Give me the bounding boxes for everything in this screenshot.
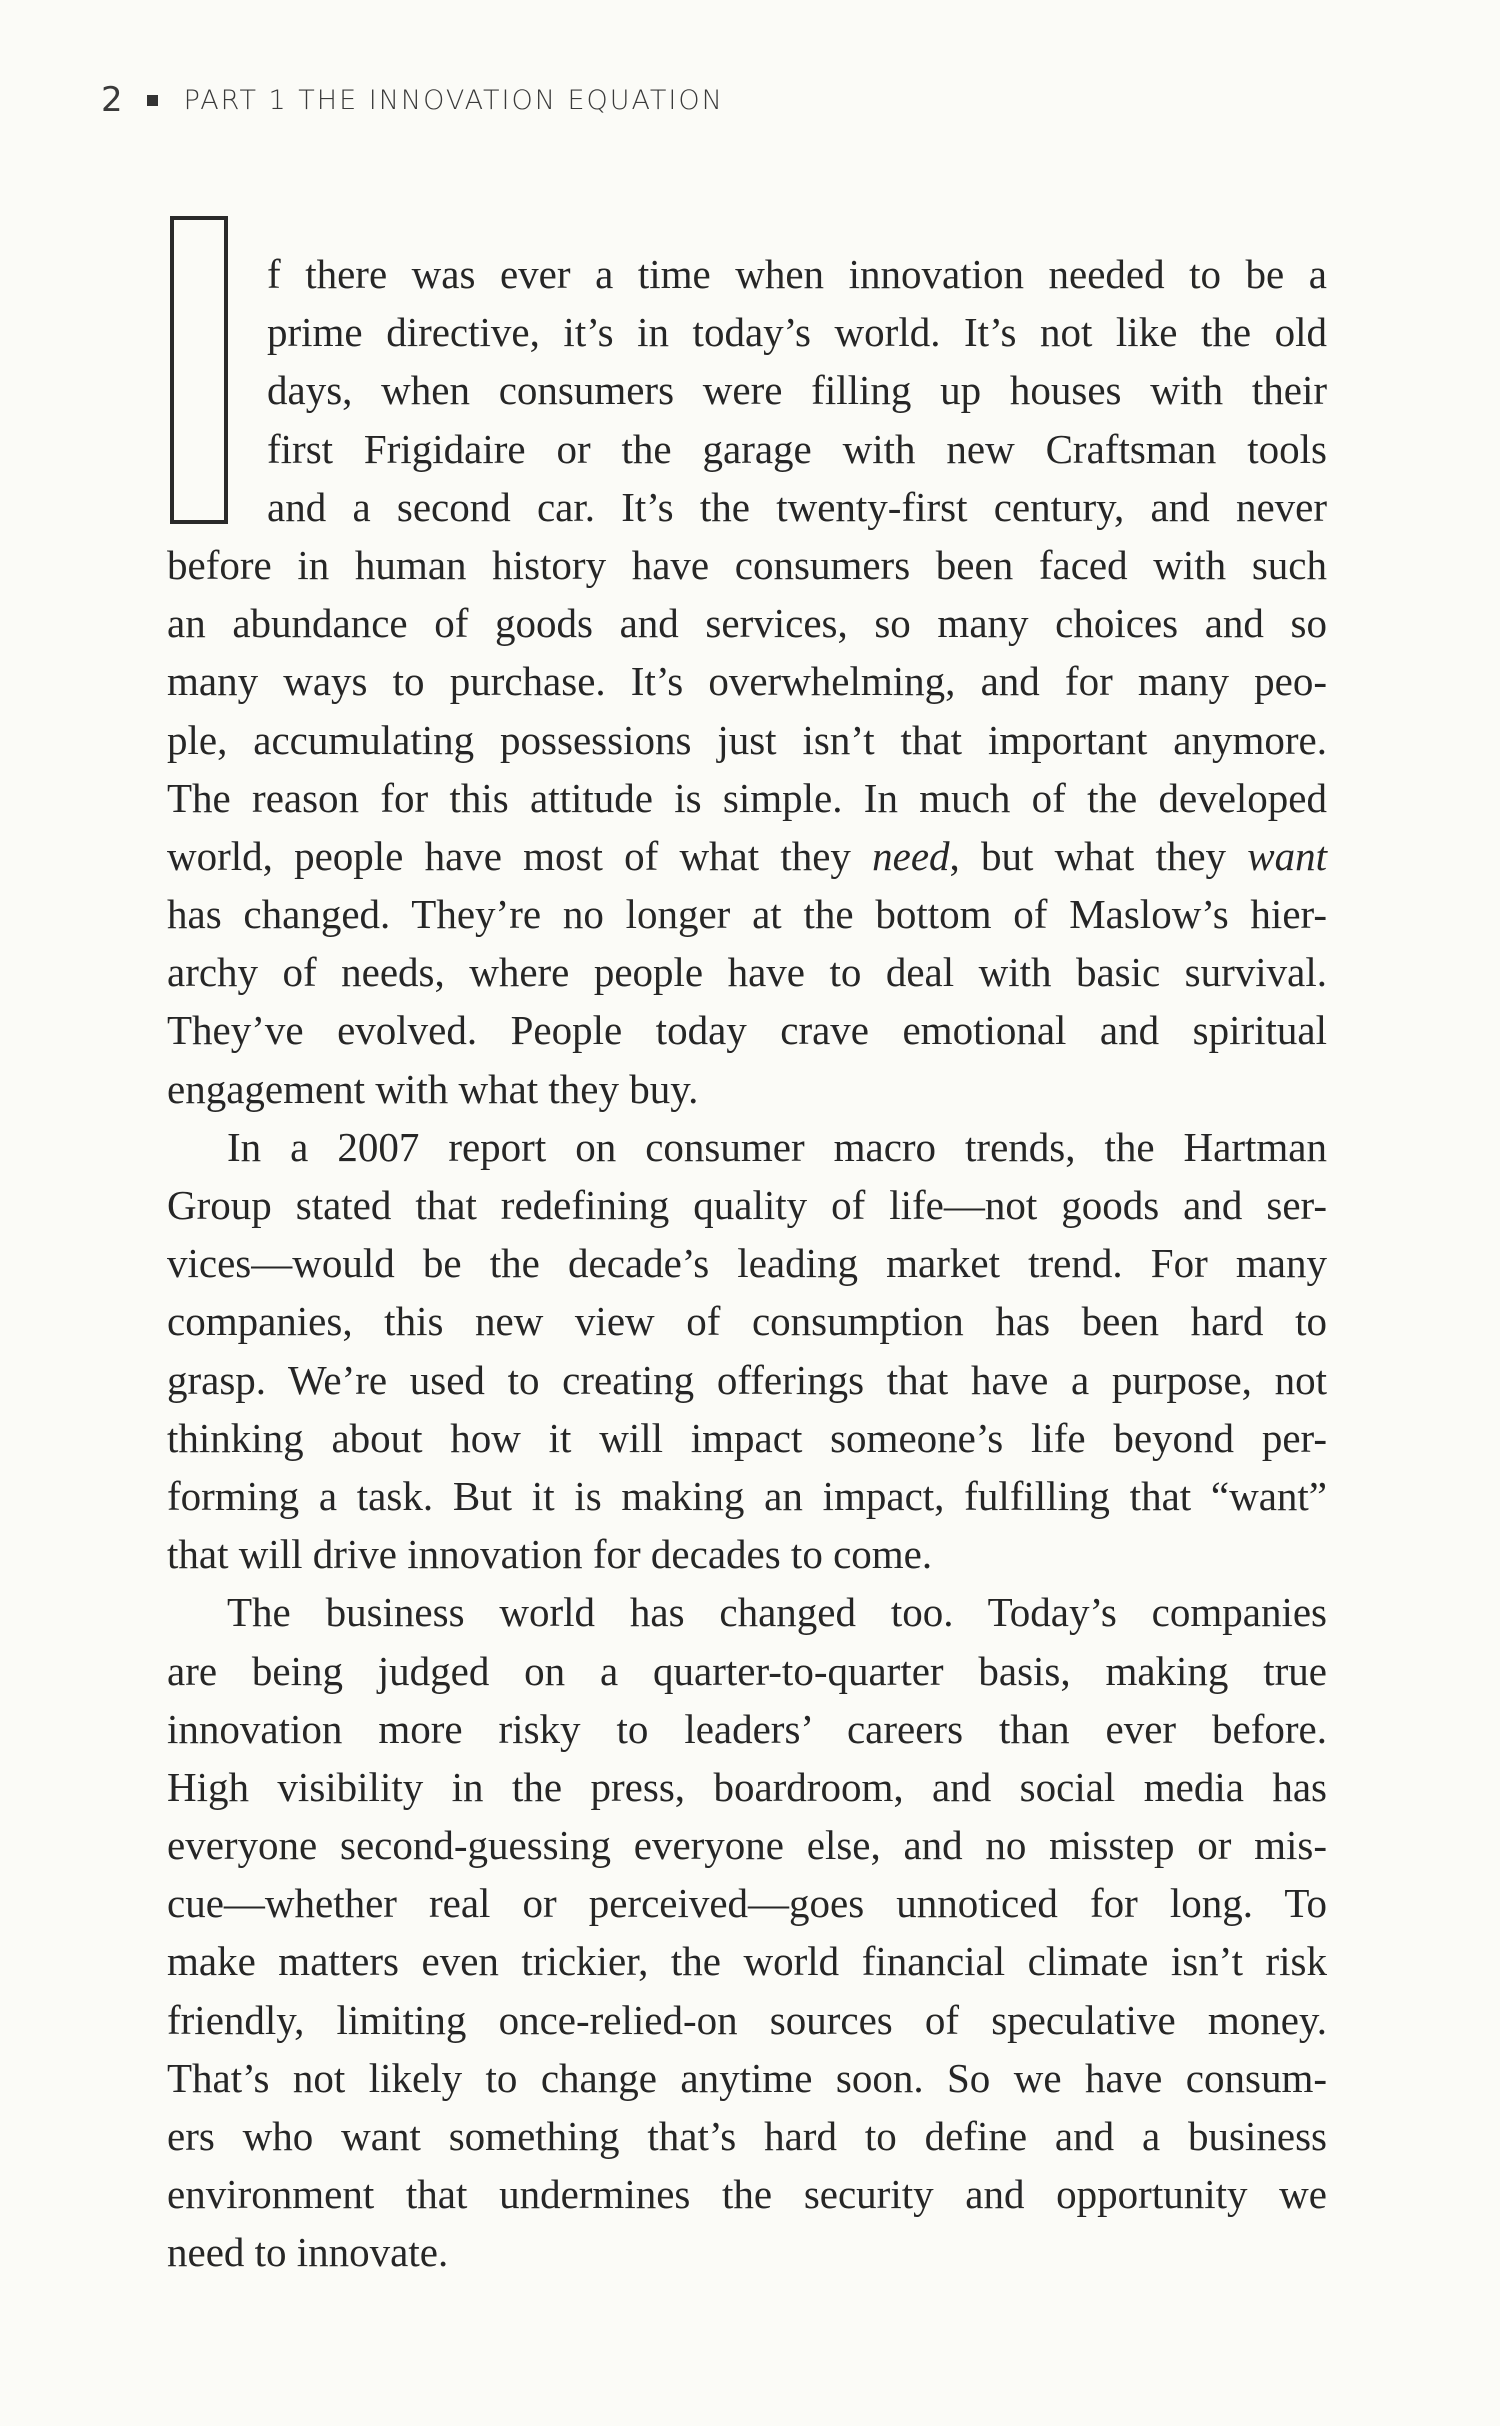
text-segment: need to innovate. <box>167 2229 449 2276</box>
text-line <box>167 1234 1327 1292</box>
text-segment: , but what they <box>949 832 1248 879</box>
text-line <box>167 2107 1327 2165</box>
text-line <box>167 885 1327 943</box>
square-bullet-icon <box>147 95 158 106</box>
text-segment: companies, this new view of consumption has been hard to <box>167 1298 1327 1345</box>
text-line <box>167 1060 1327 1118</box>
page-number: 2 <box>101 80 123 120</box>
text-segment: f there was ever a time when innovation needed to be a <box>267 251 1327 297</box>
text-line <box>167 1991 1327 2049</box>
text-segment: ple, accumulating possessions just isn’t that important anymore. <box>167 716 1327 763</box>
text-line <box>167 1700 1327 1758</box>
text-line <box>167 1351 1327 1409</box>
text-segment: cue—whether real or perceived—goes unnoticed for long. To <box>167 1880 1327 1927</box>
text-segment: and a second car. It’s the twenty-first century, and never <box>267 483 1327 530</box>
text-segment: In a 2007 report on consumer macro trends, the Hartman <box>227 1123 1327 1170</box>
text-line <box>167 1292 1327 1350</box>
text-segment: environment that undermines the security and opportunity we <box>167 2171 1327 2218</box>
text-segment: forming a task. But it is making an impact, fulfilling that “want” <box>167 1472 1327 1519</box>
text-segment: grasp. We’re used to creating offerings that have a purpose, not <box>167 1356 1327 1403</box>
running-header <box>101 80 724 120</box>
text-segment: days, when consumers were filling up houses with their <box>267 367 1327 414</box>
text-segment: before in human history have consumers been faced with such <box>167 541 1327 588</box>
text-segment: world, people have most of what they <box>167 832 873 879</box>
text-line <box>267 420 1327 478</box>
text-segment: That’s not likely to change anytime soon. So we have consum- <box>167 2054 1327 2101</box>
text-segment: ers who want something that’s hard to define and a business <box>167 2113 1327 2159</box>
body-text <box>167 245 1327 2282</box>
text-segment: innovation more risky to leaders’ careers than ever before. <box>167 1705 1327 1752</box>
text-line <box>167 1816 1327 1874</box>
text-segment: High visibility in the press, boardroom, and social media has <box>167 1763 1327 1810</box>
text-line <box>167 1409 1327 1467</box>
text-line <box>167 2165 1327 2223</box>
text-segment: that will drive innovation for decades to come. <box>167 1531 933 1578</box>
text-line <box>167 594 1327 652</box>
text-segment: They’ve evolved. People today crave emotional and spiritual <box>167 1007 1327 1054</box>
text-line <box>167 536 1327 594</box>
text-line <box>167 1467 1327 1525</box>
text-segment: everyone second-guessing everyone else, and no misstep or mis- <box>167 1822 1327 1869</box>
text-line <box>267 303 1327 361</box>
italic-text: need <box>872 832 950 879</box>
text-line <box>167 1642 1327 1700</box>
text-segment: has changed. They’re no longer at the bottom of Maslow’s hier- <box>167 891 1327 938</box>
text-line <box>267 478 1327 536</box>
text-line <box>167 1525 1327 1583</box>
text-line <box>167 943 1327 1001</box>
text-line <box>167 652 1327 710</box>
text-segment: an abundance of goods and services, so many choices and so <box>167 600 1327 647</box>
text-line <box>167 1758 1327 1816</box>
italic-text: want <box>1247 832 1328 879</box>
text-line <box>167 2049 1327 2107</box>
text-segment: make matters even trickier, the world financial climate isn’t risk <box>167 1938 1327 1985</box>
text-line <box>167 769 1327 827</box>
text-line <box>167 2223 1327 2281</box>
text-line <box>167 1932 1327 1990</box>
text-segment: friendly, limiting once-relied-on sources of speculative money. <box>167 1996 1327 2043</box>
text-line <box>167 1176 1327 1234</box>
text-line <box>167 827 1327 885</box>
text-segment: are being judged on a quarter-to-quarter basis, making true <box>167 1647 1327 1694</box>
text-line <box>167 1001 1327 1059</box>
text-segment: archy of needs, where people have to deal with basic survival. <box>167 949 1327 996</box>
text-segment: Group stated that redefining quality of life—not goods and ser- <box>167 1182 1327 1228</box>
text-line <box>267 361 1327 419</box>
text-segment: first Frigidaire or the garage with new Craftsman tools <box>267 425 1327 472</box>
text-segment: many ways to purchase. It’s overwhelming, and for many peo- <box>167 658 1327 705</box>
text-line <box>167 1583 1327 1641</box>
text-line <box>167 1874 1327 1932</box>
text-line <box>267 245 1327 303</box>
text-segment: thinking about how it will impact someone’s life beyond per- <box>167 1414 1327 1461</box>
text-segment: The reason for this attitude is simple. In much of the developed <box>167 774 1327 821</box>
text-line <box>167 1118 1327 1176</box>
text-line <box>167 711 1327 769</box>
section-title: PART 1 THE INNOVATION EQUATION <box>183 84 724 116</box>
text-segment: engagement with what they buy. <box>167 1065 699 1112</box>
text-segment: The business world has changed too. Today’s companies <box>227 1589 1327 1636</box>
text-segment: prime directive, it’s in today’s world. It’s not like the old <box>267 309 1327 356</box>
text-segment: vices—would be the decade’s leading market trend. For many <box>167 1240 1327 1287</box>
